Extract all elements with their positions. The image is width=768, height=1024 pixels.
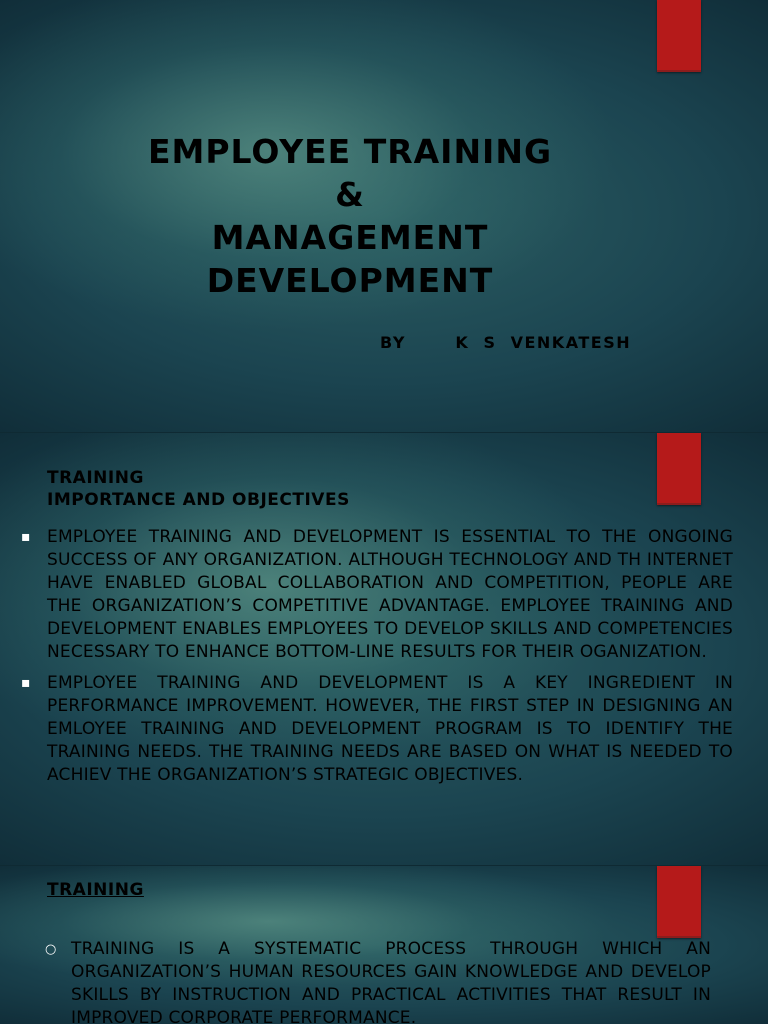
bullet-text: EMPLOYEE TRAINING AND DEVELOPMENT IS A KEY INGREDIENT IN PERFORMANCE IMPROVEMENT. HOWEVER, THE FIRST STEP IN DESIGNING AN EMLOYEE TRAINING AND DEVELOPMENT PROGRAM IS TO IDENTIFY THE TRAINING NEEDS. THE TRAINING NEEDS ARE BASED ON WHAT IS NEEDED TO ACHIEV THE ORGANIZATION’S STRATEGIC OBJECTIVES.: [47, 673, 733, 785]
square-bullet-icon: ▪: [21, 529, 31, 545]
square-bullet-icon: ▪: [21, 675, 31, 691]
slide-heading: TRAINING: [47, 880, 144, 900]
slide-importance-objectives: [0, 433, 768, 865]
list-item: [45, 938, 711, 1024]
title-line: EMPLOYEE TRAINING: [147, 132, 553, 171]
heading-line: IMPORTANCE AND OBJECTIVES: [47, 490, 350, 510]
accent-bar: [657, 433, 701, 505]
circle-bullet-icon: ○: [45, 942, 57, 957]
slide-heading: [47, 467, 350, 511]
list-item: [21, 672, 733, 787]
bullet-text: EMPLOYEE TRAINING AND DEVELOPMENT IS ESSENTIAL TO THE ONGOING SUCCESS OF ANY ORGANIZATION. ALTHOUGH TECHNOLOGY AND TH INTERNET HAVE ENABLED GLOBAL COLLABORATION AND COMPETITION, PEOPLE ARE THE ORGANIZATION’S COMPETITIVE ADVANTAGE. EMPLOYEE TRAINING AND DEVELOPMENT ENABLES EMPLOYEES TO DEVELOP SKILLS AND COMPETENCIES NECESSARY TO ENHANCE BOTTOM-LINE RESULTS FOR THEIR OGANIZATION.: [47, 527, 733, 662]
title-line: MANAGEMENT: [211, 218, 489, 257]
slide-title: [0, 0, 768, 432]
accent-bar: [657, 0, 701, 72]
heading-line: TRAINING: [47, 468, 144, 488]
author-byline: BY K S VENKATESH: [380, 333, 632, 352]
title-line: &: [335, 175, 365, 214]
title-line: DEVELOPMENT: [206, 261, 494, 300]
slide-title-text: [100, 130, 600, 302]
bullet-list: [21, 526, 733, 795]
bullet-list: [45, 938, 711, 1024]
bullet-text: TRAINING IS A SYSTEMATIC PROCESS THROUGH WHICH AN ORGANIZATION’S HUMAN RESOURCES GAIN KNOWLEDGE AND DEVELOP SKILLS BY INSTRUCTION AND PRACTICAL ACTIVITIES THAT RESULT IN IMPROVED CORPORATE PERFORMANCE.: [71, 939, 711, 1024]
list-item: [21, 526, 733, 664]
accent-bar: [657, 866, 701, 938]
slide-training-definition: [0, 866, 768, 1024]
